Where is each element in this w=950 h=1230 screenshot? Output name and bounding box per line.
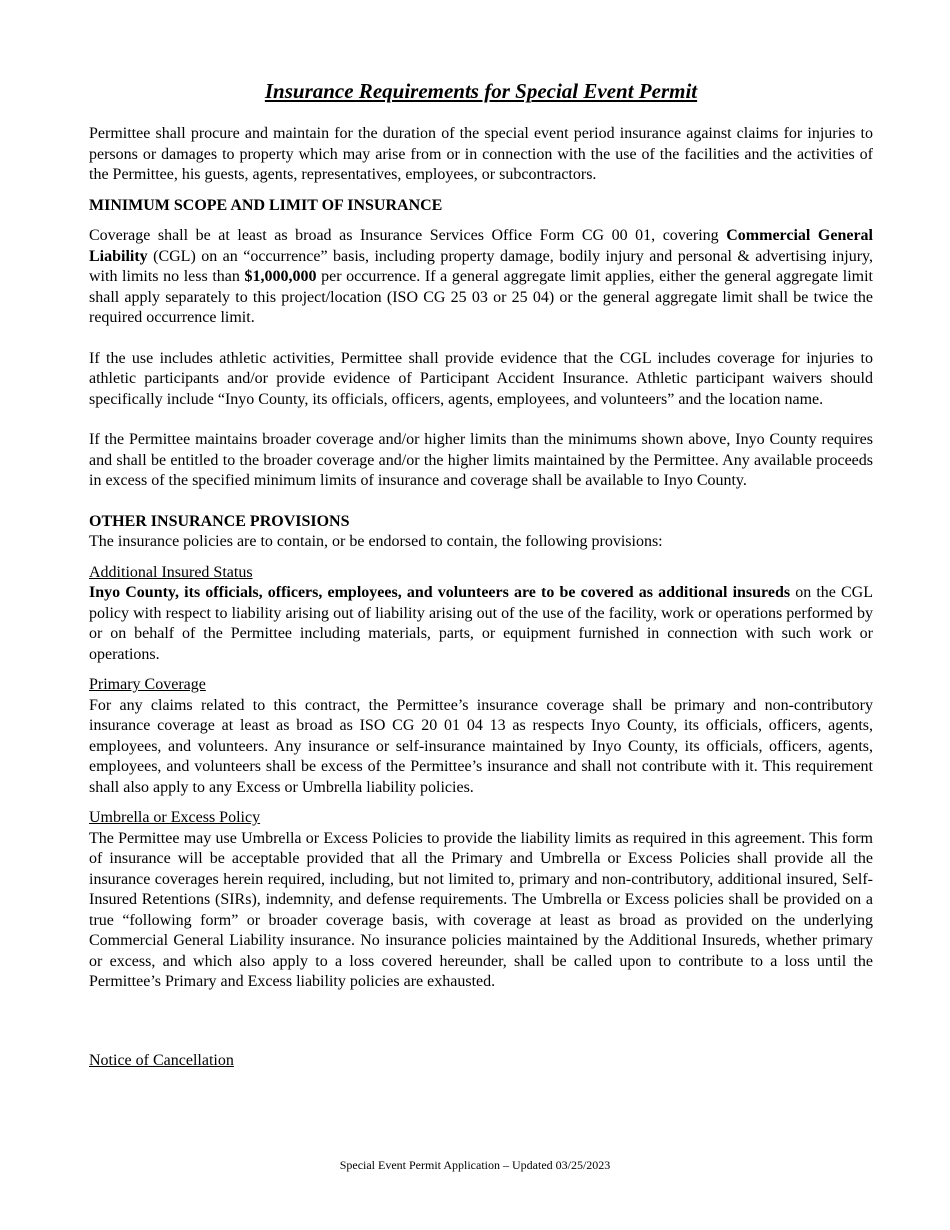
- broader-coverage-paragraph: If the Permittee maintains broader coverage and/or higher limits than the minimums shown above, Inyo County requires and shall be entitled to the broader coverage and/or the higher limits maintained by the Permittee. Any available proceeds in excess of the specified minimum limits of insurance and coverage shall be available to Inyo County.: [89, 431, 873, 489]
- additional-insured-heading: Additional Insured Status: [89, 563, 253, 581]
- document-page: [89, 78, 873, 1071]
- minimum-scope-heading: MINIMUM SCOPE AND LIMIT OF INSURANCE: [89, 196, 443, 214]
- primary-coverage-heading: Primary Coverage: [89, 676, 206, 693]
- cgl-bold-text: Commercial General Liability: [89, 227, 873, 265]
- additional-insured-bold: Inyo County, its officials, officers, employees, and volunteers are to be covered as additional insureds: [89, 584, 791, 601]
- page-footer: Special Event Permit Application – Updated 03/25/2023: [339, 1158, 611, 1172]
- coverage-text-a: Coverage shall be at least as broad as Insurance Services Office Form CG 00 01, covering: [89, 227, 727, 244]
- athletic-paragraph: If the use includes athletic activities, Permittee shall provide evidence that the CGL includes coverage for injuries to athletic participants and/or provide evidence of Participant Accident Insurance. Athletic participant waivers should specifically include “Inyo County, its officials, officers, agents, employees, and volunteers” and the location name.: [89, 349, 873, 408]
- coverage-paragraph: [89, 226, 873, 329]
- other-provisions-intro: The insurance policies are to contain, or be endorsed to contain, the following provisions:: [89, 533, 663, 550]
- umbrella-paragraph: The Permittee may use Umbrella or Excess Policies to provide the liability limits as required in this agreement. This form of insurance will be acceptable provided that all the Primary and Umbrella or Excess Policies shall provide all the insurance coverages herein required, including, but not limited to, primary and non-contributory, additional insured, Self-Insured Retentions (SIRs), indemnity, and defense requirements. The Umbrella or Excess policies shall be provided on a true “following form” or broader coverage basis, with coverage at least as broad as provided on the underlying Commercial General Liability insurance. No insurance policies maintained by the Additional Insureds, whether primary or excess, and which also apply to a loss covered hereunder, shall be called upon to contribute to a loss until the Permittee’s Primary and Excess liability policies are exhausted.: [89, 829, 873, 990]
- coverage-text-c: per occurrence. If a general aggregate limit applies, either the general aggregate limit shall apply separately to this project/location (ISO CG 25 03 or 25 04) or the general aggregate limit shall be twice the required occurrence limit.: [89, 268, 873, 326]
- coverage-text-b: (CGL) on an “occurrence” basis, including property damage, bodily injury and personal & advertising injury, with limits no less than: [89, 247, 873, 285]
- other-provisions-heading: OTHER INSURANCE PROVISIONS: [89, 512, 350, 530]
- limit-amount: $1,000,000: [244, 268, 317, 285]
- page-title: Insurance Requirements for Special Event Permit: [264, 79, 698, 103]
- primary-coverage-paragraph: For any claims related to this contract, the Permittee’s insurance coverage shall be primary and non-contributory insurance coverage at least as broad as ISO CG 20 01 04 13 as respects Inyo County, its officials, officers, agents, employees, and volunteers. Any insurance or self-insurance maintained by Inyo County, its officials, officers, agents, employees, and volunteers shall be excess of the Permittee’s insurance and shall not contribute with it. This requirement shall also apply to any Excess or Umbrella liability policies.: [89, 696, 873, 796]
- additional-insured-paragraph: [89, 583, 873, 665]
- notice-cancellation-heading: Notice of Cancellation: [89, 1051, 234, 1069]
- intro-paragraph: Permittee shall procure and maintain for the duration of the special event period insurance against claims for injuries to persons or damages to property which may arise from or in connection with the use of the facilities and the activities of the Permittee, his guests, agents, representatives, employees, or subcontractors.: [89, 125, 873, 183]
- additional-insured-text: on the CGL policy with respect to liability arising out of liability arising out of the use of the facility, work or operations performed by or on behalf of the Permittee including materials, parts, or equipment furnished in connection with such work or operations.: [89, 584, 873, 663]
- umbrella-heading: Umbrella or Excess Policy: [89, 809, 261, 826]
